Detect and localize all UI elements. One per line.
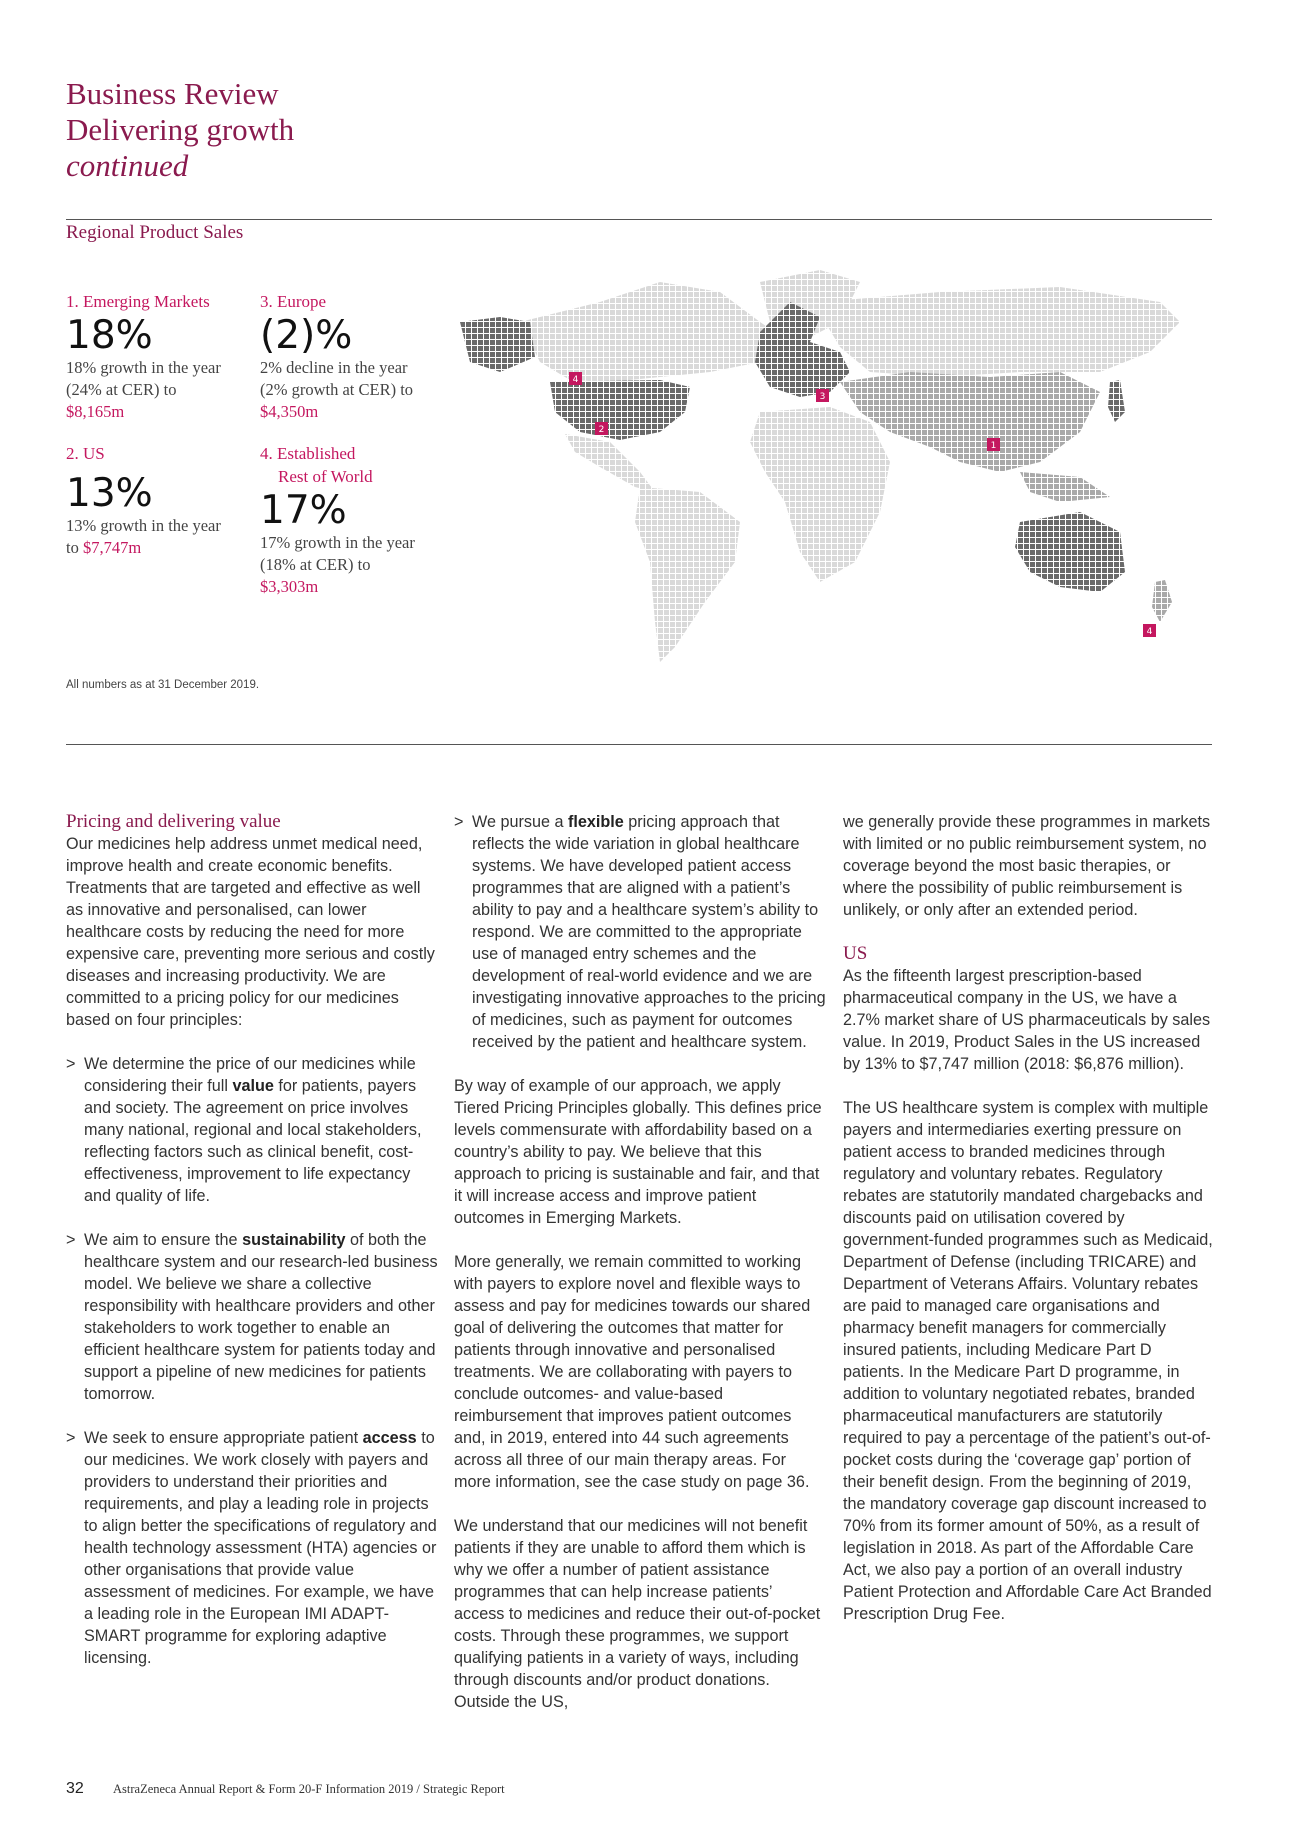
paragraph: We understand that our medicines will not benefit patients if they are unable to afford them which is why we offer a number of patient assistance programmes that can help increase patients’ access to medicines and reduce their out-of-pocket costs. Through these programmes, we support qualifying patients in a variety of ways, including through discounts and/or product donations. Outside the US, <box>454 1517 821 1711</box>
marker-label: 4 <box>1146 627 1153 637</box>
region-canada <box>520 282 790 382</box>
paragraph: By way of example of our approach, we apply Tiered Pricing Principles globally. This defines price levels commensurate with affordability based on a country’s ability to pay. We believe that this approach to pricing is sustainable and fair, and that it will increase access and improve patient outcomes in Emerging Markets. <box>454 1077 822 1227</box>
stat-amount: $4,350m <box>260 402 319 421</box>
top-divider <box>66 219 1212 220</box>
stat-label: 2. US <box>66 444 105 463</box>
region-japan <box>1108 380 1125 422</box>
column-1 <box>66 811 438 1669</box>
bullet-item <box>66 1427 438 1669</box>
region-australia <box>1015 512 1125 592</box>
stat-desc: 13% growth in the year <box>66 516 221 535</box>
stat-label: Rest of World <box>278 467 373 486</box>
region-russia <box>820 287 1180 377</box>
bullet-item <box>66 1053 438 1207</box>
section-divider <box>66 744 1212 745</box>
bullet-mark: > <box>66 1231 76 1249</box>
stat-established-row <box>260 442 460 598</box>
bullet-text: We aim to ensure the <box>84 1231 243 1249</box>
world-map <box>460 262 1200 702</box>
footer-text: AstraZeneca Annual Report & Form 20-F Information 2019 / Strategic Report <box>113 1782 505 1796</box>
bullet-text: pricing approach that reflects the wide variation in global healthcare systems. We have developed patient access programmes that are aligned with a patient’s ability to pay and a healthcare system’s ability to respond. We are committed to the appropriate use of managed entry schemes and the development of real-world evidence and we are investigating innovative approaches to the pricing of medicines, such as payment for outcomes received by the patient and healthcare system. <box>472 813 826 1051</box>
marker-established-north <box>569 372 582 385</box>
page-subtitle: Delivering growth <box>66 112 295 147</box>
bullet-mark: > <box>66 1055 76 1073</box>
footnote: All numbers as at 31 December 2019. <box>66 679 260 691</box>
marker-established-south <box>1143 624 1156 637</box>
stat-value: 17% <box>260 488 347 533</box>
marker-label: 1 <box>990 441 997 451</box>
bullet-text: We seek to ensure appropriate patient <box>84 1429 363 1447</box>
stat-desc <box>66 537 256 559</box>
section-heading: Pricing and delivering value <box>66 811 281 832</box>
stat-amount: $3,303m <box>260 577 319 596</box>
region-se-asia <box>1020 472 1110 502</box>
bullet-text: to our medicines. We work closely with payers and providers to understand their priorities and requirements, and play a leading role in projects to align better the specifications of regulatory and health technology assessment (HTA) agencies or other organisations that provide value assessment of medicines. For example, we have a leading role in the European IMI ADAPT-SMART programme for exploring adaptive licensing. <box>84 1429 437 1667</box>
bullet-text: for patients, payers and society. The agreement on price involves many national, regional and local stakeholders, reflecting factors such as clinical benefit, cost-effectiveness, improvement to life expectancy and quality of life. <box>84 1077 422 1205</box>
stat-europe <box>260 290 460 423</box>
bullet-keyword: flexible <box>567 813 624 831</box>
region-alaska <box>460 317 535 372</box>
marker-europe <box>816 389 829 402</box>
page-subtitle-continued: continued <box>66 148 189 183</box>
region-africa <box>750 407 890 582</box>
bullet-text: We pursue a <box>472 813 568 831</box>
stat-desc: 2% decline in the year <box>260 358 408 377</box>
stat-desc-prefix: to <box>66 538 79 557</box>
bullet-mark: > <box>454 813 464 831</box>
stat-emerging-markets <box>66 290 256 423</box>
regional-sales-title: Regional Product Sales <box>66 222 244 243</box>
stat-value: 13% <box>66 471 153 516</box>
bullet-text: of both the healthcare system and our research-led business model. We believe we share a collective responsibility with healthcare providers and other stakeholders to work together to enable an efficient healthcare system for patients today and support a pipeline of new medicines for patients tomorrow. <box>84 1231 438 1403</box>
bullet-keyword: sustainability <box>242 1231 346 1249</box>
marker-label: 2 <box>598 425 605 435</box>
paragraph: The US healthcare system is complex with multiple payers and intermediaries exerting pressure on patient access to branded medicines through regulatory and voluntary rebates. Regulatory rebates are statutorily mandated chargebacks and discounts paid on utilisation covered by government-funded programmes such as Medicaid, Department of Defense (including TRICARE) and Department of Veterans Affairs. Voluntary rebates are paid to managed care organisations and pharmacy benefit managers for commercially insured patients, including Medicare Part D patients. In the Medicare Part D programme, in addition to voluntary negotiated rebates, branded pharmaceutical manufacturers are statutorily required to pay a percentage of the patient’s out-of-pocket costs during the ‘coverage gap’ portion of their benefit design. From the beginning of 2019, the mandatory coverage gap discount increased to 70% from its former amount of 50%, as a result of legislation in 2018. As part of the Affordable Care Act, we also pay a portion of an overall industry Patient Protection and Affordable Care Act Branded Prescription Drug Fee. <box>843 1099 1213 1623</box>
region-central-america <box>565 434 655 492</box>
page-title: Business Review <box>66 76 279 111</box>
region-new-zealand <box>1152 580 1172 622</box>
stat-desc: (2% growth at CER) to <box>260 380 414 399</box>
paragraph: Our medicines help address unmet medical need, improve health and create economic benefits. Treatments that are targeted and effective as well as innovative and personalised, can lower healthcare costs by reducing the need for more expensive care, preventing more serious and costly diseases and increasing productivity. We are committed to a pricing policy for our medicines based on four principles: <box>66 835 435 1029</box>
stat-amount: $7,747m <box>82 538 142 557</box>
bullet-keyword: value <box>232 1077 274 1095</box>
stat-desc: 17% growth in the year <box>260 533 415 552</box>
bullet-item <box>454 811 826 1053</box>
region-south-america <box>635 487 740 662</box>
page-number: 32 <box>66 1780 84 1797</box>
marker-emerging <box>987 438 1000 451</box>
bullet-item <box>66 1229 438 1405</box>
paragraph: we generally provide these programmes in markets with limited or no public reimbursement system, no coverage beyond the most basic therapies, or where the possibility of public reimbursement is unlikely, or only after an extended period. <box>843 813 1211 919</box>
stat-label: 3. Europe <box>260 292 327 311</box>
stat-us <box>66 442 256 559</box>
region-us <box>550 380 690 440</box>
paragraph: More generally, we remain committed to working with payers to explore novel and flexible ways to assess and pay for medicines towards our shared goal of delivering the outcomes that matter for patients through innovative and personalised treatments. We are collaborating with payers to conclude outcomes- and value-based reimbursement that improves patient outcomes and, in 2019, entered into 44 such agreements across all three of our main therapy areas. For more information, see the case study on page 36. <box>454 1253 811 1491</box>
paragraph: As the fifteenth largest prescription-based pharmaceutical company in the US, we have a 2.7% market share of US pharmaceuticals by sales value. In 2019, Product Sales in the US increased by 13% to $7,747 million (2018: $6,876 million). <box>843 967 1211 1073</box>
bullet-text: We determine the price of our medicines while considering their full <box>84 1055 416 1095</box>
stat-label: 1. Emerging Markets <box>66 292 210 311</box>
stat-value: 18% <box>66 313 153 358</box>
bullet-mark: > <box>66 1429 76 1447</box>
column-2 <box>454 811 826 1713</box>
stat-amount: $8,165m <box>66 402 125 421</box>
column-3 <box>843 811 1215 1625</box>
stat-desc: (24% at CER) to <box>66 380 177 399</box>
stat-value: (2)% <box>260 313 353 358</box>
bullet-keyword: access <box>362 1429 417 1447</box>
stat-label: 4. Established <box>260 444 356 463</box>
section-heading-us: US <box>843 943 868 964</box>
stat-desc: (18% at CER) to <box>260 555 371 574</box>
marker-label: 3 <box>819 392 826 402</box>
stat-desc: 18% growth in the year <box>66 358 221 377</box>
marker-us <box>595 422 608 435</box>
marker-label: 4 <box>572 375 579 385</box>
